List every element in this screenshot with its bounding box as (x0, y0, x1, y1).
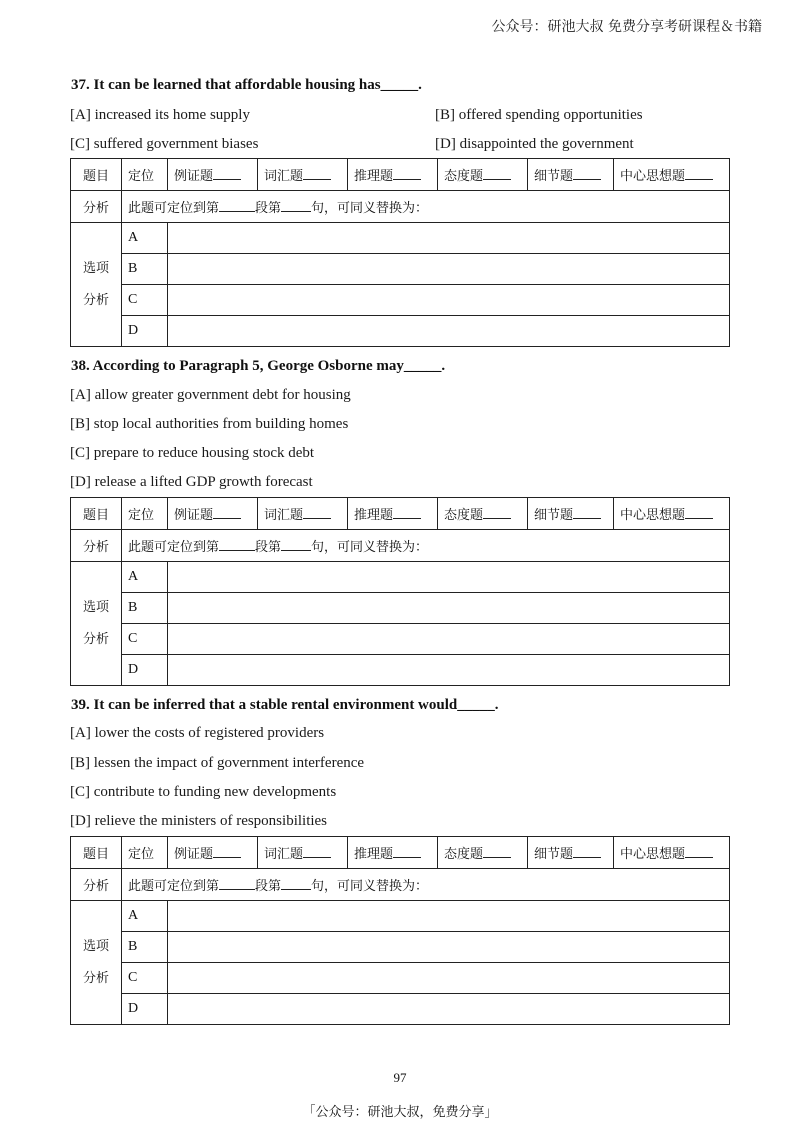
option-b-answer-cell[interactable] (168, 254, 730, 285)
question-38-title: 38. According to Paragraph 5, George Osborne may_____. (71, 358, 446, 374)
option-letter-b: B (122, 593, 168, 624)
q37-option-d: [D] disappointed the government (435, 136, 634, 152)
type-taidu: 态度题 (438, 498, 528, 530)
type-tuili: 推理题 (348, 837, 438, 869)
label-timu: 题目 (71, 498, 122, 530)
q38-analysis-table (70, 497, 730, 686)
locate-line[interactable]: 此题可定位到第 段第 句，可同义替换为： (122, 191, 730, 223)
footer-note: 「公众号：研池大叔，免费分享」 (302, 1105, 498, 1120)
label-dingwei: 定位 (122, 159, 168, 191)
label-fenxi: 分析 (71, 191, 122, 223)
option-c-answer-cell[interactable] (168, 285, 730, 316)
option-c-answer-cell[interactable] (168, 624, 730, 655)
locate-line[interactable]: 此题可定位到第 段第 句，可同义替换为： (122, 869, 730, 901)
type-liz: 例证题 (168, 498, 258, 530)
type-zhongxin: 中心思想题 (614, 837, 730, 869)
type-liz: 例证题 (168, 159, 258, 191)
option-letter-c: C (122, 624, 168, 655)
q38-option-b: [B] stop local authorities from building homes (70, 416, 349, 432)
option-letter-d: D (122, 994, 168, 1025)
q37-option-c: [C] suffered government biases (70, 136, 259, 152)
options-analysis-label: 选项 分析 (71, 562, 122, 686)
q39-analysis-table (70, 836, 730, 1025)
q38-option-c: [C] prepare to reduce housing stock debt (70, 445, 315, 461)
type-zhongxin: 中心思想题 (614, 498, 730, 530)
q39-option-d: [D] relieve the ministers of responsibilities (70, 813, 328, 829)
q38-option-d: [D] release a lifted GDP growth forecast (70, 474, 313, 490)
option-a-answer-cell[interactable] (168, 562, 730, 593)
label-dingwei: 定位 (122, 837, 168, 869)
option-d-answer-cell[interactable] (168, 994, 730, 1025)
label-dingwei: 定位 (122, 498, 168, 530)
q39-option-b: [B] lessen the impact of government interference (70, 755, 365, 771)
page-number: 97 (393, 1070, 407, 1085)
question-39-title: 39. It can be inferred that a stable rental environment would_____. (71, 697, 499, 713)
option-d-answer-cell[interactable] (168, 655, 730, 686)
type-taidu: 态度题 (438, 837, 528, 869)
header-note: 公众号：研池大叔 免费分享考研课程＆书籍 (491, 19, 762, 35)
type-xijie: 细节题 (528, 837, 614, 869)
type-tuili: 推理题 (348, 159, 438, 191)
option-letter-a: A (122, 901, 168, 932)
label-fenxi: 分析 (71, 869, 122, 901)
option-a-answer-cell[interactable] (168, 901, 730, 932)
option-letter-b: B (122, 254, 168, 285)
option-letter-a: A (122, 562, 168, 593)
options-analysis-label: 选项 分析 (71, 901, 122, 1025)
locate-line[interactable]: 此题可定位到第 段第 句，可同义替换为： (122, 530, 730, 562)
option-letter-a: A (122, 223, 168, 254)
option-a-answer-cell[interactable] (168, 223, 730, 254)
label-fenxi: 分析 (71, 530, 122, 562)
option-c-answer-cell[interactable] (168, 963, 730, 994)
type-liz: 例证题 (168, 837, 258, 869)
type-taidu: 态度题 (438, 159, 528, 191)
options-analysis-label: 选项 分析 (71, 223, 122, 347)
q39-option-a: [A] lower the costs of registered providers (70, 725, 325, 741)
question-37-title: 37. It can be learned that affordable housing has_____. (71, 77, 422, 93)
option-b-answer-cell[interactable] (168, 932, 730, 963)
q37-analysis-table (70, 158, 730, 347)
option-letter-b: B (122, 932, 168, 963)
q39-option-c: [C] contribute to funding new developments (70, 784, 337, 800)
option-letter-c: C (122, 963, 168, 994)
type-cihui: 词汇题 (258, 837, 348, 869)
q38-option-a: [A] allow greater government debt for housing (70, 387, 351, 403)
option-b-answer-cell[interactable] (168, 593, 730, 624)
option-d-answer-cell[interactable] (168, 316, 730, 347)
type-zhongxin: 中心思想题 (614, 159, 730, 191)
label-timu: 题目 (71, 159, 122, 191)
label-timu: 题目 (71, 837, 122, 869)
type-xijie: 细节题 (528, 498, 614, 530)
type-cihui: 词汇题 (258, 159, 348, 191)
type-cihui: 词汇题 (258, 498, 348, 530)
q37-option-b: [B] offered spending opportunities (435, 107, 643, 123)
type-xijie: 细节题 (528, 159, 614, 191)
option-letter-c: C (122, 285, 168, 316)
type-tuili: 推理题 (348, 498, 438, 530)
option-letter-d: D (122, 316, 168, 347)
q37-option-a: [A] increased its home supply (70, 107, 250, 123)
option-letter-d: D (122, 655, 168, 686)
